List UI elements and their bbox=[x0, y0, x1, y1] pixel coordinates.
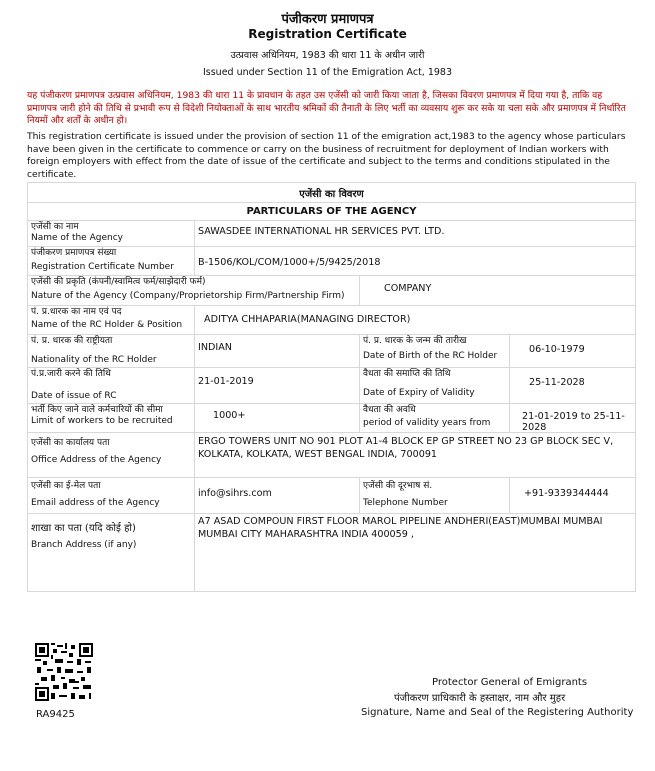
nationality-value: INDIAN bbox=[198, 342, 232, 353]
reg-number-label-hi: पंजीकरण प्रमाणपत्र संख्या bbox=[31, 248, 117, 258]
validity-value: 21-01-2019 to 25-11-2028 bbox=[522, 411, 625, 433]
title-english: Registration Certificate bbox=[248, 27, 407, 41]
row-reg-number bbox=[28, 247, 636, 276]
reg-number-label-en: Registration Certificate Number bbox=[31, 262, 174, 272]
subtitle-hindi: उत्प्रवास अधिनियम, 1983 की धारा 11 के अधीन जारी bbox=[230, 50, 425, 61]
expiry-date-label-hi: वैधता की समाप्ति की तिथि bbox=[363, 369, 451, 379]
agency-name-label-hi: एजेंसी का नाम bbox=[31, 222, 79, 232]
intro-english: This registration certificate is issued under the provision of section 11 of the emigration act,1983 to the agency whose particulars have been given in the certificate to commence or carry on the business of recruitment for deployment of Indian workers with foreign employers with effect from the date of issue of the certificate and subject to the terms and conditions stipulated in the certificate. bbox=[27, 131, 626, 180]
reg-number-value: B-1506/KOL/COM/1000+/5/9425/2018 bbox=[198, 257, 381, 268]
office-address-label-en: Office Address of the Agency bbox=[31, 455, 162, 465]
qr-code-text: RA9425 bbox=[36, 709, 75, 720]
email-label-hi: एजेंसी का ई-मेल पता bbox=[31, 481, 101, 491]
row-nationality-dob bbox=[28, 335, 636, 368]
authority-hindi: पंजीकरण प्राधिकारी के हस्ताक्षर, नाम और मुहर bbox=[394, 693, 566, 704]
expiry-date-value: 25-11-2028 bbox=[529, 377, 585, 388]
row-email-phone bbox=[28, 478, 636, 514]
authority-title: Protector General of Emigrants bbox=[432, 677, 588, 688]
worker-limit-label-en: Limit of workers to be recruited bbox=[31, 416, 173, 426]
expiry-date-label-en: Date of Expiry of Validity bbox=[363, 388, 475, 398]
row-limit-validity bbox=[28, 404, 636, 433]
email-value: info@sihrs.com bbox=[198, 488, 272, 499]
nature-value: COMPANY bbox=[384, 283, 432, 294]
branch-address-line2: MUMBAI CITY MAHARASHTRA INDIA 400059 , bbox=[198, 529, 414, 540]
email-label-en: Email address of the Agency bbox=[31, 498, 160, 508]
issue-date-label-en: Date of issue of RC bbox=[31, 391, 117, 401]
validity-label-hi: वैधता की अवधि bbox=[363, 405, 416, 415]
worker-limit-value: 1000+ bbox=[213, 410, 246, 421]
nationality-label-hi: पं. प्र. धारक की राष्ट्रीयता bbox=[31, 336, 113, 346]
branch-address-label-en: Branch Address (if any) bbox=[31, 540, 137, 550]
holder-label-en: Name of the RC Holder & Position bbox=[31, 320, 183, 330]
office-address-line1: ERGO TOWERS UNIT NO 901 PLOT A1-4 BLOCK EP GP STREET NO 23 GP BLOCK SEC V, bbox=[198, 436, 614, 447]
intro-hindi: यह पंजीकरण प्रमाणपत्र उत्प्रवास अधिनियम, 1983 की धारा 11 के प्रावधान के तहत उस एजेंसी को जारी किया जाता है, जिसका विवरण प्रमाणपत्र में दिया गया है, ताकि वह प्रमाणपत्र जारी होने की तिथि से प्रभावी रूप से विदेशी नियोक्ताओं के साथ भारतीय श्रमिकों की तैनाती के लिए भर्ती का व्यवसाय शुरू कर सके या चला सके और प्रमाणपत्र में निर्धारित नियमों और शर्तों के अधीन हो। bbox=[27, 90, 626, 126]
nationality-label-en: Nationality of the RC Holder bbox=[31, 355, 157, 365]
dob-value: 06-10-1979 bbox=[529, 344, 585, 355]
row-holder bbox=[28, 306, 636, 335]
validity-label-en: period of validity years from bbox=[363, 418, 491, 428]
branch-address-label-hi: शाखा का पता (यदि कोई हो) bbox=[31, 523, 136, 534]
heading-english-cell bbox=[28, 203, 636, 221]
agency-name-label-en: Name of the Agency bbox=[31, 233, 123, 243]
office-address-line2: KOLKATA, KOLKATA, WEST BENGAL INDIA, 700091 bbox=[198, 449, 438, 460]
row-agency-name bbox=[28, 221, 636, 247]
issue-date-label-hi: पं.प्र.जारी करने की तिथि bbox=[31, 369, 111, 379]
nature-label-hi: एजेंसी की प्रकृति (कंपनी/स्वामित्व फर्म/साझेदारी फर्म) bbox=[31, 277, 206, 287]
dob-label-en: Date of Birth of the RC Holder bbox=[363, 351, 498, 361]
row-nature bbox=[28, 276, 636, 306]
qr-code-icon bbox=[35, 643, 93, 701]
row-branch-address bbox=[28, 514, 636, 592]
phone-label-hi: एजेंसी की दूरभाष सं. bbox=[363, 481, 433, 491]
particulars-table bbox=[27, 182, 636, 592]
subtitle-english: Issued under Section 11 of the Emigration Act, 1983 bbox=[202, 67, 453, 78]
title-hindi: पंजीकरण प्रमाणपत्र bbox=[281, 12, 374, 27]
phone-value: +91-9339344444 bbox=[524, 488, 609, 499]
worker-limit-label-hi: भर्ती किए जाने वाले कर्मचारियों की सीमा bbox=[31, 405, 163, 415]
holder-value: ADITYA CHHAPARIA(MANAGING DIRECTOR) bbox=[204, 314, 411, 325]
heading-hindi: एजेंसी का विवरण bbox=[299, 189, 364, 200]
holder-label-hi: पं. प्र.धारक का नाम एवं पद bbox=[31, 307, 122, 317]
heading-hindi-cell bbox=[28, 183, 636, 203]
row-office-address bbox=[28, 433, 636, 478]
row-issue-expiry bbox=[28, 368, 636, 404]
phone-label-en: Telephone Number bbox=[363, 498, 448, 508]
dob-label-hi: पं. प्र. धारक के जन्म की तारीख bbox=[363, 336, 467, 346]
issue-date-value: 21-01-2019 bbox=[198, 376, 254, 387]
agency-name-value: SAWASDEE INTERNATIONAL HR SERVICES PVT. LTD. bbox=[198, 226, 445, 237]
authority-caption: Signature, Name and Seal of the Registering Authority bbox=[361, 707, 634, 718]
branch-address-line1: A7 ASAD COMPOUN FIRST FLOOR MAROL PIPELINE ANDHERI(EAST)MUMBAI MUMBAI bbox=[198, 516, 603, 527]
nature-label-en: Nature of the Agency (Company/Proprietorship Firm/Partnership Firm) bbox=[31, 291, 345, 301]
office-address-label-hi: एजेंसी का कार्यालय पता bbox=[31, 438, 110, 448]
heading-english: PARTICULARS OF THE AGENCY bbox=[246, 206, 417, 217]
